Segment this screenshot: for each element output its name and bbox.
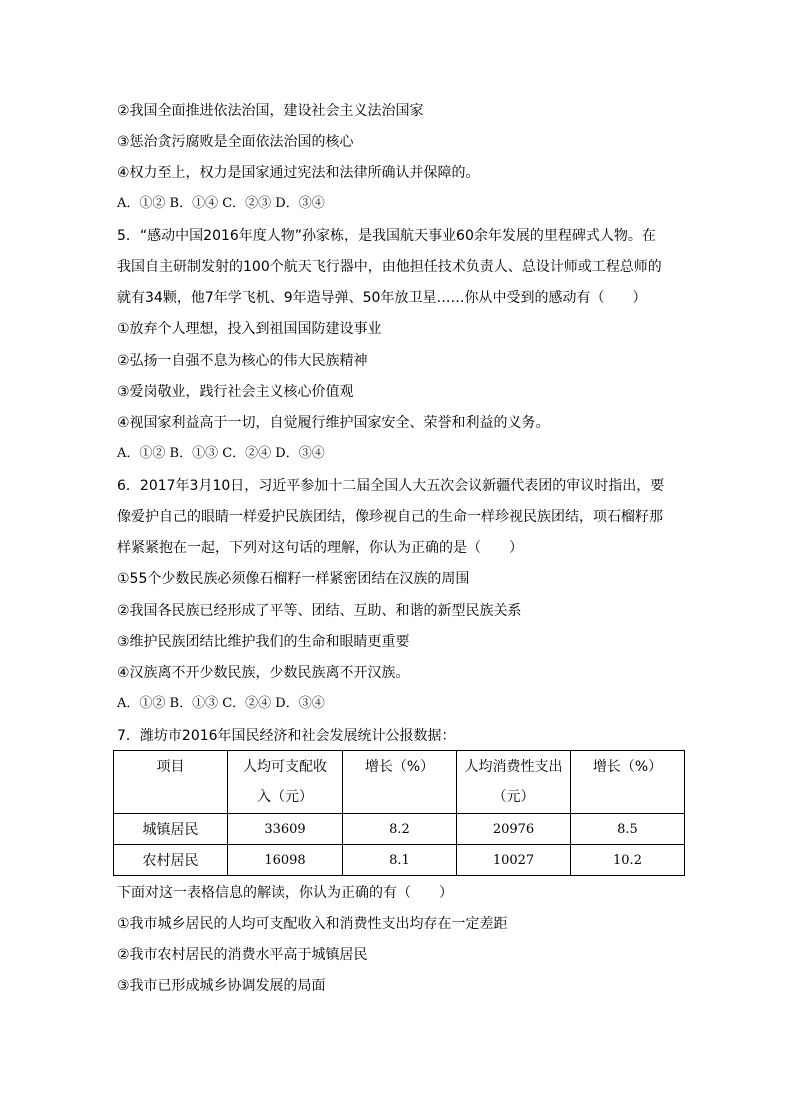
table-cell: 33609 [228, 814, 343, 845]
question-6-text: 样紧紧抱在一起，下列对这句话的理解，你认为正确的是（ ） [117, 540, 523, 556]
question-7-prompt: 下面对这一表格信息的解读，你认为正确的有（ ） [117, 885, 453, 901]
option-line: ②我市农村居民的消费水平高于城镇居民 [117, 947, 368, 963]
option-line: ①放弃个人理想，投入到祖国国防建设事业 [117, 321, 382, 337]
option-line: ③爱岗敬业，践行社会主义核心价值观 [117, 384, 354, 400]
option-line: ②我国各民族已经形成了平等、团结、互助、和谐的新型民族关系 [117, 603, 522, 619]
answer-choices: A．①② B．①④ C．②③ D．③④ [117, 196, 325, 211]
option-line: ①我市城乡居民的人均可支配收入和消费性支出均存在一定差距 [117, 916, 508, 932]
table-header-cell: 人均可支配收入（元） [228, 751, 343, 814]
option-line: ②我国全面推进依法治国，建设社会主义法治国家 [117, 103, 424, 119]
table-cell: 16098 [228, 845, 343, 876]
table-header-cell: 项目 [114, 751, 228, 814]
table-header-row [114, 751, 685, 814]
option-line: ②弘扬一自强不息为核心的伟大民族精神 [117, 353, 368, 369]
question-5-text: 5．“感动中国2016年度人物”孙家栋，是我国航天事业60余年发展的里程碑式人物。在 [117, 228, 656, 244]
option-line: ①55个少数民族必须像石榴籽一样紧密团结在汉族的周围 [117, 571, 470, 587]
table-cell: 8.2 [343, 814, 457, 845]
table-cell: 10027 [457, 845, 571, 876]
table-row [114, 814, 685, 845]
option-line: ③我市已形成城乡协调发展的局面 [117, 978, 326, 994]
table-row [114, 845, 685, 876]
table-cell: 城镇居民 [114, 814, 228, 845]
table-header-cell: 增长（%） [571, 751, 685, 814]
table-header-cell: 增长（%） [343, 751, 457, 814]
question-6-text: 像爱护自己的眼睛一样爱护民族团结，像珍视自己的生命一样珍视民族团结，项石榴籽那 [117, 509, 663, 525]
table-cell: 农村居民 [114, 845, 228, 876]
statistics-table [113, 750, 685, 876]
option-line: ④视国家利益高于一切，自觉履行维护国家安全、荣誉和利益的义务。 [117, 415, 550, 431]
option-line: ③惩治贪污腐败是全面依法治国的核心 [117, 134, 354, 150]
answer-choices: A．①② B．①③ C．②④ D．③④ [117, 696, 325, 711]
table-cell: 20976 [457, 814, 571, 845]
answer-choices: A．①② B．①③ C．②④ D．③④ [117, 446, 325, 461]
question-5-text: 就有34颗，他7年学飞机、9年造导弹、50年放卫星……你从中受到的感动有（ ） [117, 290, 647, 306]
table-cell: 8.1 [343, 845, 457, 876]
option-line: ④权力至上，权力是国家通过宪法和法律所确认并保障的。 [117, 165, 480, 181]
question-7-text: 7．潍坊市2016年国民经济和社会发展统计公报数据： [117, 728, 456, 744]
question-5-text: 我国自主研制发射的100个航天飞行器中，由他担任技术负责人、总设计师或工程总师的 [117, 259, 662, 275]
option-line: ④汉族离不开少数民族，少数民族离不开汉族。 [117, 665, 410, 681]
table-header-cell: 人均消费性支出（元） [457, 751, 571, 814]
table-cell: 8.5 [571, 814, 685, 845]
question-6-text: 6．2017年3月10日，习近平参加十二届全国人大五次会议新疆代表团的审议时指出，要 [117, 478, 665, 494]
option-line: ③维护民族团结比维护我们的生命和眼睛更重要 [117, 634, 410, 650]
table-cell: 10.2 [571, 845, 685, 876]
